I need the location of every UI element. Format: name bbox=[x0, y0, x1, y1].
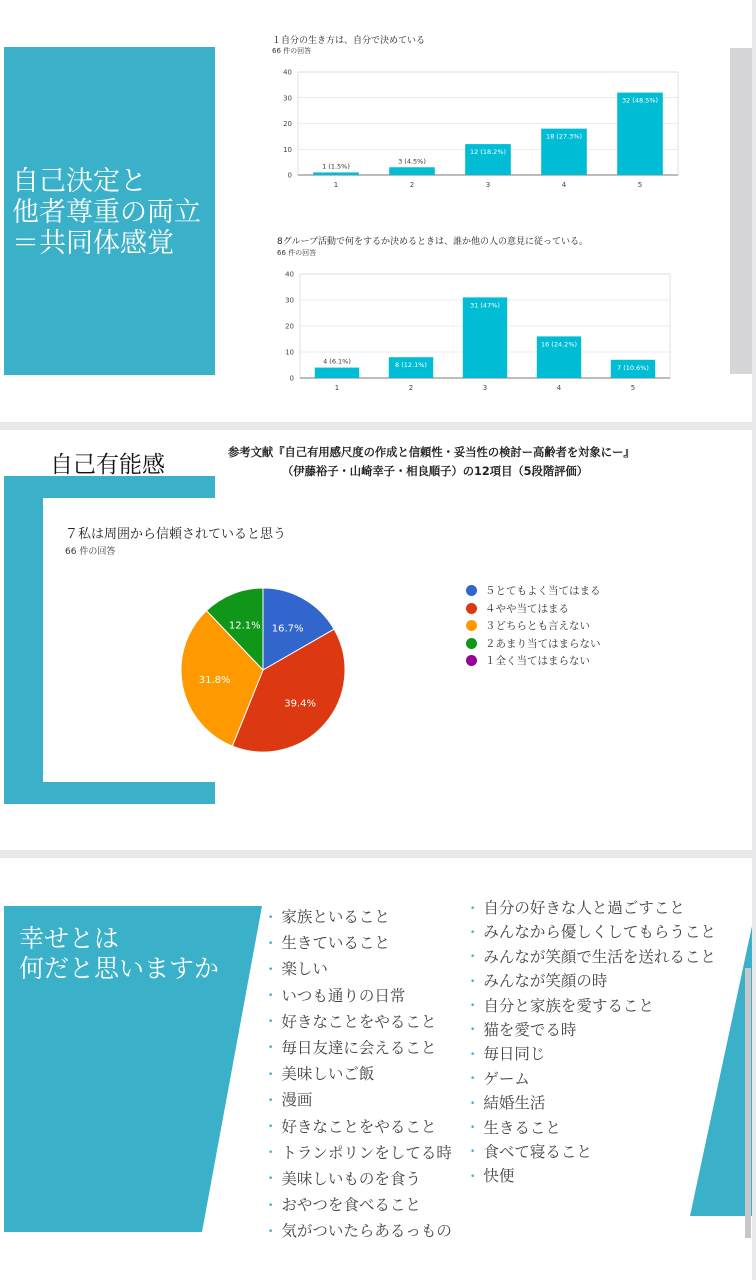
legend-item bbox=[466, 601, 569, 616]
list-item: • 生きること bbox=[470, 1116, 716, 1140]
slide-3-title: 幸せとは 何だと思いますか bbox=[19, 924, 220, 983]
list-item: • 結婚生活 bbox=[470, 1091, 716, 1115]
legend-item bbox=[466, 636, 601, 651]
x-tick-label: 2 bbox=[408, 384, 414, 392]
x-tick-label: 2 bbox=[409, 181, 415, 189]
slide-3 bbox=[0, 858, 752, 1280]
legend-label: １全く当てはまらない bbox=[485, 655, 590, 667]
list-item: • みんなから優しくしてもらうこと bbox=[470, 920, 716, 944]
bar bbox=[389, 167, 435, 175]
legend-item bbox=[466, 618, 590, 633]
bar bbox=[617, 93, 663, 175]
reference-line-2: （伊藤裕子・山崎幸子・相良順子）の12項目（5段階評価） bbox=[282, 465, 589, 478]
bar bbox=[315, 368, 359, 378]
y-tick-label: 30 bbox=[285, 296, 294, 305]
list-item: • いつも通りの日常 bbox=[268, 983, 452, 1009]
list-item: • 猫を愛でる時 bbox=[470, 1018, 716, 1042]
list-item: • 自分の好きな人と過ごすこと bbox=[470, 896, 716, 920]
list-item: • 生きていること bbox=[268, 930, 452, 956]
y-tick-label: 0 bbox=[289, 374, 294, 383]
bar-chart-bottom bbox=[280, 266, 700, 406]
list-item: • 快便 bbox=[470, 1164, 716, 1188]
legend-label: ２あまり当てはまらない bbox=[485, 637, 601, 650]
y-tick-label: 10 bbox=[283, 145, 292, 154]
list-item: • 楽しい bbox=[268, 956, 452, 982]
list-item: • ゲーム bbox=[470, 1067, 716, 1091]
reference-line-1: 参考文献『自己有用感尺度の作成と信頼性・妥当性の検討ー高齢者を対象にー』 bbox=[228, 446, 635, 459]
chart-top-title: １自分の生き方は、自分で決めている bbox=[272, 36, 426, 46]
list-item: • トランポリンをしてる時 bbox=[268, 1140, 452, 1166]
list-item: • みんなが笑顔の時 bbox=[470, 969, 716, 993]
pie-chart-title: ７私は周囲から信頼されていると思う bbox=[65, 527, 287, 542]
x-tick-label: 3 bbox=[482, 384, 488, 392]
bar-data-label: 4 (6.1%) bbox=[323, 357, 351, 366]
bar bbox=[463, 297, 507, 378]
scrollbar[interactable] bbox=[745, 968, 751, 1238]
x-tick-label: 5 bbox=[630, 384, 636, 392]
bar-data-label: 18 (27.3%) bbox=[545, 132, 583, 141]
x-tick-label: 4 bbox=[556, 384, 562, 392]
pie-chart bbox=[163, 570, 363, 770]
scrollbar[interactable] bbox=[730, 48, 752, 374]
x-tick-label: 1 bbox=[334, 384, 340, 392]
y-tick-label: 20 bbox=[285, 322, 294, 331]
bar-data-label: 16 (24.2%) bbox=[540, 340, 578, 349]
list-item: • 漫画 bbox=[268, 1087, 452, 1113]
y-tick-label: 10 bbox=[285, 348, 294, 357]
legend-swatch bbox=[466, 638, 477, 649]
x-tick-label: 3 bbox=[485, 181, 491, 189]
slide-2 bbox=[0, 430, 752, 850]
happiness-list-right bbox=[470, 896, 716, 1189]
bar-data-label: 31 (47%) bbox=[470, 301, 500, 310]
chart-top-sub: 66 件の回答 bbox=[272, 47, 312, 55]
right-banner bbox=[690, 926, 752, 1218]
legend-label: ４やや当てはまる bbox=[485, 602, 569, 615]
slide-1-title: 自己決定と 他者尊重の両立 ＝共同体感覚 bbox=[12, 166, 201, 259]
legend-label: ３どちらとも言えない bbox=[485, 620, 590, 632]
x-tick-label: 1 bbox=[333, 181, 339, 189]
list-item: • 美味しいものを食う bbox=[268, 1166, 452, 1192]
list-item: • みんなが笑顔で生活を送れること bbox=[470, 945, 716, 969]
happiness-list-left bbox=[268, 904, 452, 1244]
slide-2-title: 自己有能感 bbox=[50, 452, 165, 478]
bar-data-label: 7 (10.6%) bbox=[617, 363, 649, 372]
pie-slice-label: 16.7% bbox=[271, 623, 304, 635]
list-item: • 食べて寝ること bbox=[470, 1140, 716, 1164]
y-tick-label: 20 bbox=[283, 120, 292, 128]
list-item: • 毎日友達に会えること bbox=[268, 1035, 452, 1061]
legend-item bbox=[466, 653, 590, 668]
list-item: • 家族といること bbox=[268, 904, 452, 930]
chart-bottom-sub: 66 件の回答 bbox=[277, 249, 317, 257]
legend-swatch bbox=[466, 655, 477, 666]
slide-1 bbox=[0, 0, 752, 422]
bar-data-label: 8 (12.1%) bbox=[395, 361, 427, 370]
list-item: • 好きなことをやること bbox=[268, 1009, 452, 1035]
list-item: • おやつを食べること bbox=[268, 1192, 452, 1218]
legend-swatch bbox=[466, 620, 477, 631]
y-tick-label: 40 bbox=[285, 270, 294, 279]
list-item: • 毎日同じ bbox=[470, 1042, 716, 1066]
legend-swatch bbox=[466, 603, 477, 614]
y-tick-label: 0 bbox=[287, 171, 292, 180]
bar-data-label: 12 (18.2%) bbox=[469, 148, 507, 157]
chart-bottom-title: 8グループ活動で何をするか決めるときは、誰か他の人の意見に従っている。 bbox=[277, 237, 589, 247]
y-tick-label: 40 bbox=[283, 68, 292, 77]
y-tick-label: 30 bbox=[283, 94, 292, 103]
pie-chart-sub: 66 件の回答 bbox=[65, 547, 116, 557]
x-tick-label: 4 bbox=[561, 181, 567, 189]
bar-chart-top bbox=[280, 62, 700, 212]
pie-slice-label: 31.8% bbox=[198, 675, 231, 687]
pie-slice-label: 39.4% bbox=[284, 698, 316, 710]
scrollbar[interactable] bbox=[730, 476, 752, 804]
list-item: • 好きなことをやること bbox=[268, 1114, 452, 1140]
legend-swatch bbox=[466, 585, 477, 596]
bar-data-label: 32 (48.5%) bbox=[621, 96, 659, 105]
list-item: • 自分と家族を愛すること bbox=[470, 994, 716, 1018]
list-item: • 美味しいご飯 bbox=[268, 1061, 452, 1087]
bar-data-label: 3 (4.5%) bbox=[398, 157, 426, 166]
x-tick-label: 5 bbox=[637, 181, 643, 189]
list-item: • 気がついたらあるっもの bbox=[268, 1218, 452, 1244]
legend-item bbox=[466, 583, 601, 598]
bar bbox=[313, 172, 359, 175]
pie-slice-label: 12.1% bbox=[228, 620, 261, 632]
bar-data-label: 1 (1.5%) bbox=[322, 162, 350, 171]
legend-label: ５とてもよく当てはまる bbox=[485, 585, 601, 597]
